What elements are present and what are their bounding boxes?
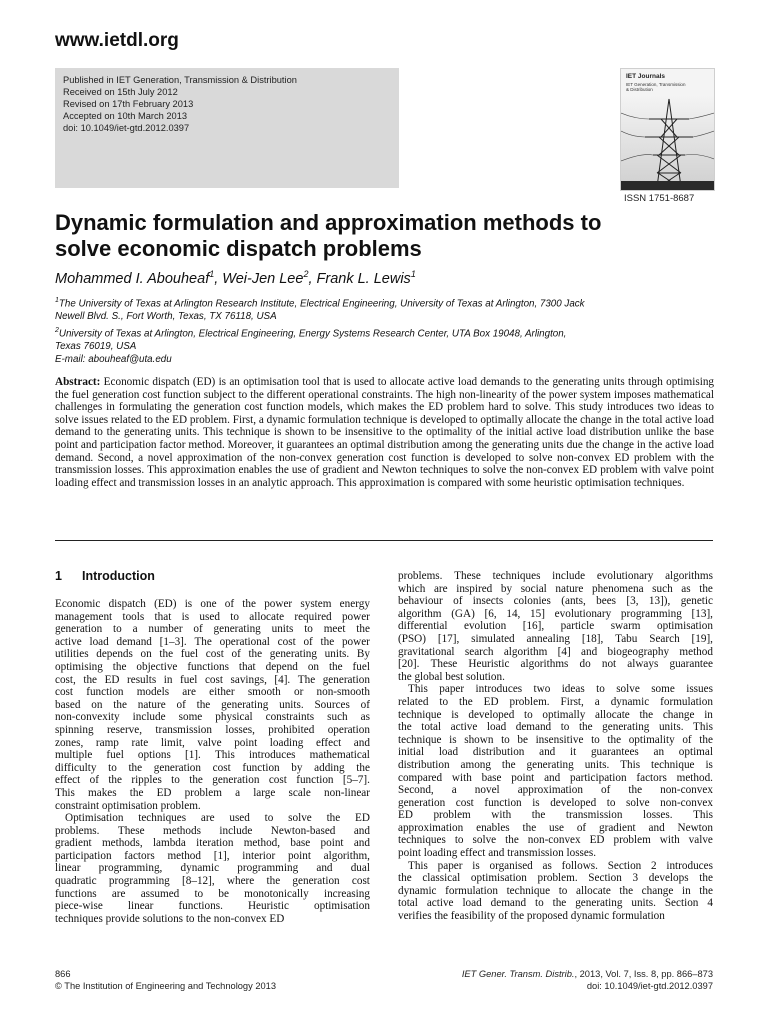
text-line: the classical optimisation problem. Section 3 develops the (398, 872, 713, 885)
cover-title: IET Generation, Transmission & Distribution (626, 82, 686, 92)
text-line: effect of the ripples to the generation cost function [5–7]. (55, 774, 370, 787)
text-line: behaviour of insects colonies (ants, bees [3, 13]), genetic (398, 595, 713, 608)
text-line: piece-wise linear functions. Heuristic optimisation (55, 900, 370, 913)
accepted-date: Accepted on 10th March 2013 (63, 111, 188, 122)
text-line: dynamic formulation technique to allocate the change in the (398, 884, 713, 897)
pylon-illustration (621, 69, 714, 190)
text-line: which are inspired by social nature phenomena such as the (398, 582, 713, 595)
issn: ISSN 1751-8687 (624, 193, 695, 204)
text-line: the total active load demand to the generating units. This (398, 721, 713, 734)
text-line: This paper introduces two ideas to solve some issues (408, 683, 713, 696)
text-line: distribution among the generating units. This technique is (398, 758, 713, 771)
doi-line: doi: 10.1049/iet-gtd.2012.0397 (63, 123, 190, 134)
text-line: constraint optimisation problem. (55, 799, 201, 812)
text-line: problems. These methods include Newton-based and (55, 824, 370, 837)
text-line: verifies the feasibility of the proposed dynamic formulation (398, 910, 665, 923)
text-line: functions are assumed to be monotonically increasing (55, 887, 370, 900)
affiliation-2: $^2$University of Texas at Arlington, Electrical Engineering, Energy Systems Research Center, UTA Box 19048, Arlington, (55, 326, 567, 339)
text-line: multiple fuel options [1]. This introduces mathematical (55, 749, 370, 762)
journal-citation: IET Gener. Transm. Distrib., 2013, Vol. 7, Iss. 8, pp. 866–873 (461, 969, 713, 979)
right-column (398, 570, 713, 923)
text-line: gradient methods, lambda iteration method, base point and (55, 837, 370, 850)
text-line: (PSO) [17], simulated annealing [18], Tabu Search [19], (398, 632, 713, 645)
text-line: total active load demand to the generating units. Section 4 (398, 897, 713, 910)
text-line: Second, a novel approximation of the non-convex (398, 784, 713, 797)
text-line: participation factors method [1], interior point algorithm, (55, 849, 370, 862)
left-column (55, 598, 370, 925)
text-line: problems. These techniques include evolutionary algorithms (398, 570, 713, 582)
journal-cover-image (620, 68, 715, 191)
text-line: Optimisation techniques are used to solve the ED (65, 812, 370, 825)
text-line: gravitational search algorithm [4] and biogeography method (398, 645, 713, 658)
abstract (55, 376, 714, 489)
footer-doi[interactable]: doi: 10.1049/iet-gtd.2012.0397 (586, 981, 713, 991)
text-line: technique is shown to be insensitive to the optimality of the (398, 733, 713, 746)
published-in: Published in IET Generation, Transmission & Distribution (63, 75, 297, 85)
text-line: zones, ramp rate limit, valve point loading effect and (55, 736, 370, 749)
text-line: difficulty to the generation cost function by adding the (55, 761, 370, 774)
affiliations: $^1$The University of Texas at Arlington Research Institute, Electrical Engineering, University of Texas at Arlington, 7300 Jack Newell Blvd. S., Fort Worth, Texas, TX 76118, USA $^2$University of Texas at Arlington, Electrical Engineering, Energy Systems Research Center, UTA Box 19048, Arlington, Texas 76019, USA E-mail: abouheaf@uta.edu (55, 294, 720, 367)
text-line: This paper is organised as follows. Section 2 introduces (408, 859, 713, 872)
footer-right (462, 968, 713, 992)
text-line: ED problem with the transmission losses. This (398, 809, 713, 822)
text-line: initial load distribution and it guarantees an optimal (398, 746, 713, 759)
text-line: based on the nature of the generating units. Sources of (55, 698, 370, 711)
author-list: Mohammed I. Abouheaf$^1$, Wei-Jen Lee$^2$, Frank L. Lewis$^1$ (55, 269, 416, 287)
text-line: active load demand [1–3]. The operational cost of the power (55, 635, 370, 648)
text-line: related to the ED problem. First, a dynamic formulation (398, 695, 713, 708)
article-title: Dynamic formulation and approximation methods to solve economic dispatch problems (55, 210, 602, 261)
affiliation-1: $^1$The University of Texas at Arlington Research Institute, Electrical Engineering, University of Texas at Arlington, 7300 Jack (55, 297, 585, 310)
text-line: techniques provide solutions to the non-convex ED (55, 912, 285, 925)
text-line: generation cost function is developed to solve non-convex (398, 796, 713, 809)
publication-info-box (55, 68, 399, 188)
received-date: Received on 15th July 2012 (63, 87, 178, 98)
text-line: non-convexity include some physical constraints such as (55, 711, 370, 724)
text-line: linear programming, dynamic programming and dual (55, 862, 370, 875)
text-line: quadratic programming [8–12], where the generation cost (55, 875, 370, 888)
text-line: This makes the ED problem a large scale non-linear (55, 786, 370, 799)
abstract-text: Economic dispatch (ED) is an optimisation tool that is used to allocate active load demands to the generating units through optimising the fuel generation cost function subject to the different operational constraints. The high non-linearity of the power system imposes mathematical challenges in formulating the generation cost function models, which makes the ED problem hard to solve. This study introduces two ideas to solve issues related to the ED problem. First, a dynamic formulation technique is developed to optimally allocate the change in the total active load demand to the generating units. This technique is shown to be insensitive to the optimality of the initial active load distribution unlike the base point and participation factor method. Moreover, it guarantees an optimal distribution among the generating units due the change in the active load demand. Second, a novel approximation of the non-convex generation cost function is developed to solve non-convex ED problem with the transmission losses. This approximation enables the use of gradient and Newton techniques to solve the non-convex ED problem with valve point loading effect and transmission losses in an analytic approach. This approximation is compared with some heuristic optimisation techniques. (55, 376, 715, 489)
text-line: spinning reserve, transmission losses, prohibited operation (55, 723, 370, 736)
text-line: algorithm (GA) [6, 14, 15] evolutionary programming [13], (398, 607, 713, 620)
author-name: Mohammed I. Abouheaf (55, 270, 210, 287)
cover-brand: IET Journals (626, 73, 666, 80)
text-line: cost, the ED results in fuel cost savings, [4]. The generation (55, 673, 370, 686)
text-line: differential evolution [16], particle swarm optimisation (398, 620, 713, 633)
corresponding-email[interactable]: E-mail: abouheaf@uta.edu (55, 354, 172, 366)
page-number: 866 (55, 969, 71, 979)
text-line: Economic dispatch (ED) is one of the power system energy (55, 598, 370, 610)
abstract-label: Abstract: (55, 376, 101, 388)
text-line: compared with base point and participation factors method. (398, 771, 713, 784)
text-line: optimising the objective functions that depend on the fuel (55, 660, 370, 673)
text-line: technique is developed to optimally allocate the change in (398, 708, 713, 721)
author-name: Frank L. Lewis (316, 270, 411, 287)
section-heading: 1 Introduction (55, 569, 155, 583)
text-line: cost function models are either smooth or non-smooth (55, 686, 370, 699)
text-line: utilities depends on the fuel cost of the generating units. By (55, 648, 370, 661)
copyright: © The Institution of Engineering and Technology 2013 (55, 981, 277, 991)
revised-date: Revised on 17th February 2013 (63, 99, 194, 110)
text-line: approximation enables the use of gradient and Newton (398, 821, 713, 834)
text-line: management tools that is used to allocate required power (55, 610, 370, 623)
text-line: the global best solution. (398, 670, 505, 683)
footer-left (55, 968, 276, 992)
section-divider (55, 540, 713, 541)
text-line: [20]. These Heuristic algorithms do not always guarantee (398, 658, 713, 671)
text-line: generation to a number of generating units to meet the (55, 623, 370, 636)
text-line: point loading effect and transmission losses. (398, 847, 597, 860)
author-name: Wei-Jen Lee (222, 270, 304, 287)
text-line: techniques to solve the non-convex ED problem with valve (398, 834, 713, 847)
site-url[interactable]: www.ietdl.org (55, 30, 179, 51)
